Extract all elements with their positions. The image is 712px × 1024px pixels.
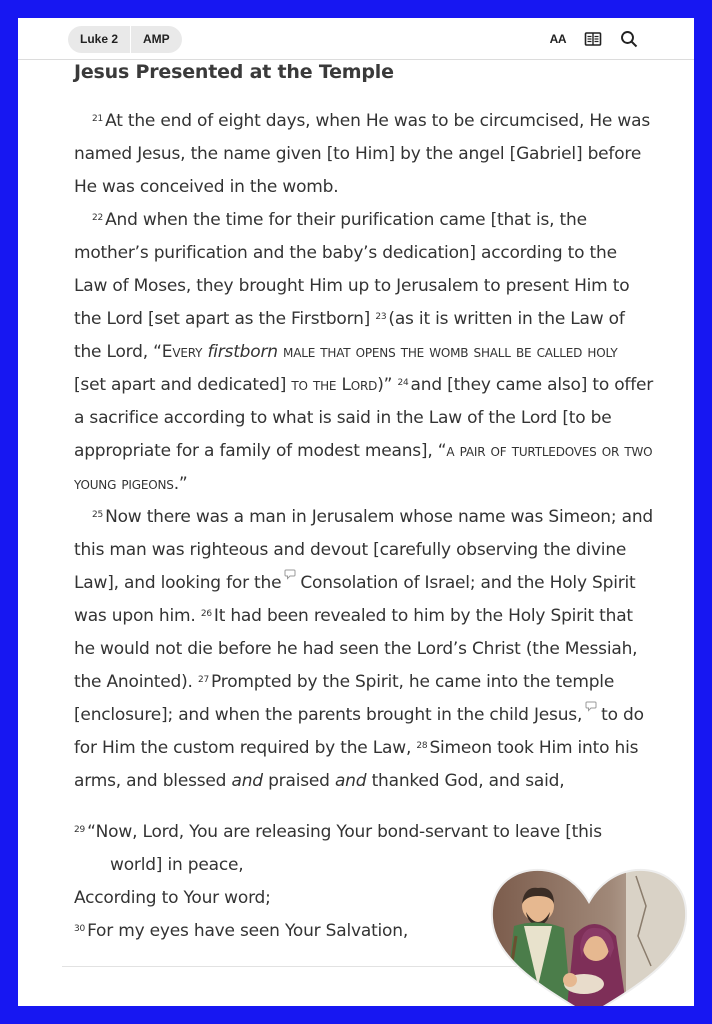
verse-text: .”: [173, 474, 188, 494]
verse-text: At the end of eight days, when He was to be circumcised, He was named Jesus, the name given [to Him] by the angel [Gabriel] before He was conceived in the womb.: [74, 111, 650, 197]
chapter-text: [74, 59, 654, 948]
footnote-icon[interactable]: [585, 700, 597, 712]
reader-toolbar: [18, 18, 694, 60]
italic-text: firstborn: [207, 342, 278, 362]
verse-number: 24: [397, 377, 409, 388]
verse-number: 21: [92, 113, 104, 124]
verse-text: praised: [268, 771, 330, 791]
verse-text: (as it is written in the Law of the Lord, “: [74, 309, 625, 362]
verse-text: to do for Him the custom required by the Law,: [74, 705, 644, 758]
verse-number: 29: [74, 824, 86, 835]
chapter-version-selector: [68, 26, 182, 53]
verse-text: For my eyes have seen Your Salvation,: [87, 921, 409, 941]
heart-illustration-icon: [486, 866, 692, 1006]
verse-21[interactable]: [74, 105, 654, 204]
verse-text: [set apart and dedicated]: [74, 375, 287, 395]
quotation-small-caps: to the Lord: [291, 375, 378, 395]
quotation-small-caps: Every: [161, 342, 203, 362]
verse-number: 23: [375, 311, 387, 322]
verse-number: 25: [92, 509, 104, 520]
verse-text: “Now, Lord, You are releasing Your bond-servant to leave [this: [87, 822, 602, 842]
verse-29-line-3[interactable]: According to Your word;: [74, 888, 271, 908]
reader-page: [18, 18, 694, 1006]
verse-number: 28: [416, 740, 428, 751]
verse-text: Now there was a man in Jerusalem whose name was Simeon; and this man was righteous and devout [carefully observing the divine Law], and looking for the: [74, 507, 654, 593]
verse-number: 27: [197, 674, 210, 685]
italic-text: and: [231, 771, 263, 791]
font-size-icon[interactable]: AA: [549, 32, 566, 46]
verse-text: thanked God, and said,: [371, 771, 565, 791]
verse-22-24[interactable]: [74, 204, 654, 501]
verse-number: 30: [74, 923, 86, 934]
section-heading: Jesus Presented at the Temple: [74, 61, 394, 83]
footnote-icon[interactable]: [284, 568, 296, 580]
chapter-button[interactable]: Luke 2: [80, 32, 119, 46]
quotation-small-caps: male that opens the womb shall be called holy: [283, 342, 618, 362]
verse-29[interactable]: [74, 816, 654, 849]
verse-text: )”: [377, 375, 393, 395]
verse-text: And when the time for their purification came [that is, the mother’s purification and the baby’s dedication] according to the Law of Moses, they brought Him up to Jerusalem to present Him to the Lord [set apart as the Firstborn]: [74, 210, 630, 329]
verse-text: Prompted by the Spirit, he came into the temple [enclosure]; and when the parents brought in the child Jesus,: [74, 672, 615, 725]
verse-number: 26: [200, 608, 212, 619]
verse-number: 22: [92, 212, 104, 223]
verse-text: Simeon took Him into his arms, and blessed: [74, 738, 639, 791]
toolbar-actions: [550, 30, 638, 48]
search-icon[interactable]: [620, 30, 638, 48]
verse-29-line-2[interactable]: world] in peace,: [110, 855, 244, 875]
verse-text: It had been revealed to him by the Holy Spirit that he would not die before he had seen the Lord’s Christ (the Messiah, the Anointed).: [74, 606, 638, 692]
verse-text: Consolation of Israel; and the Holy Spirit was upon him.: [74, 573, 636, 626]
parallel-view-icon[interactable]: [584, 30, 602, 48]
verse-text: and [they came also] to offer a sacrifice according to what is said in the Law of the Lord [to be appropriate for a family of modest means], “: [74, 375, 654, 461]
quotation-small-caps: a pair of turtledoves or two young pigeons: [74, 441, 653, 494]
version-button[interactable]: AMP: [143, 32, 170, 46]
italic-text: and: [334, 771, 367, 791]
verse-25-28[interactable]: [74, 501, 654, 798]
